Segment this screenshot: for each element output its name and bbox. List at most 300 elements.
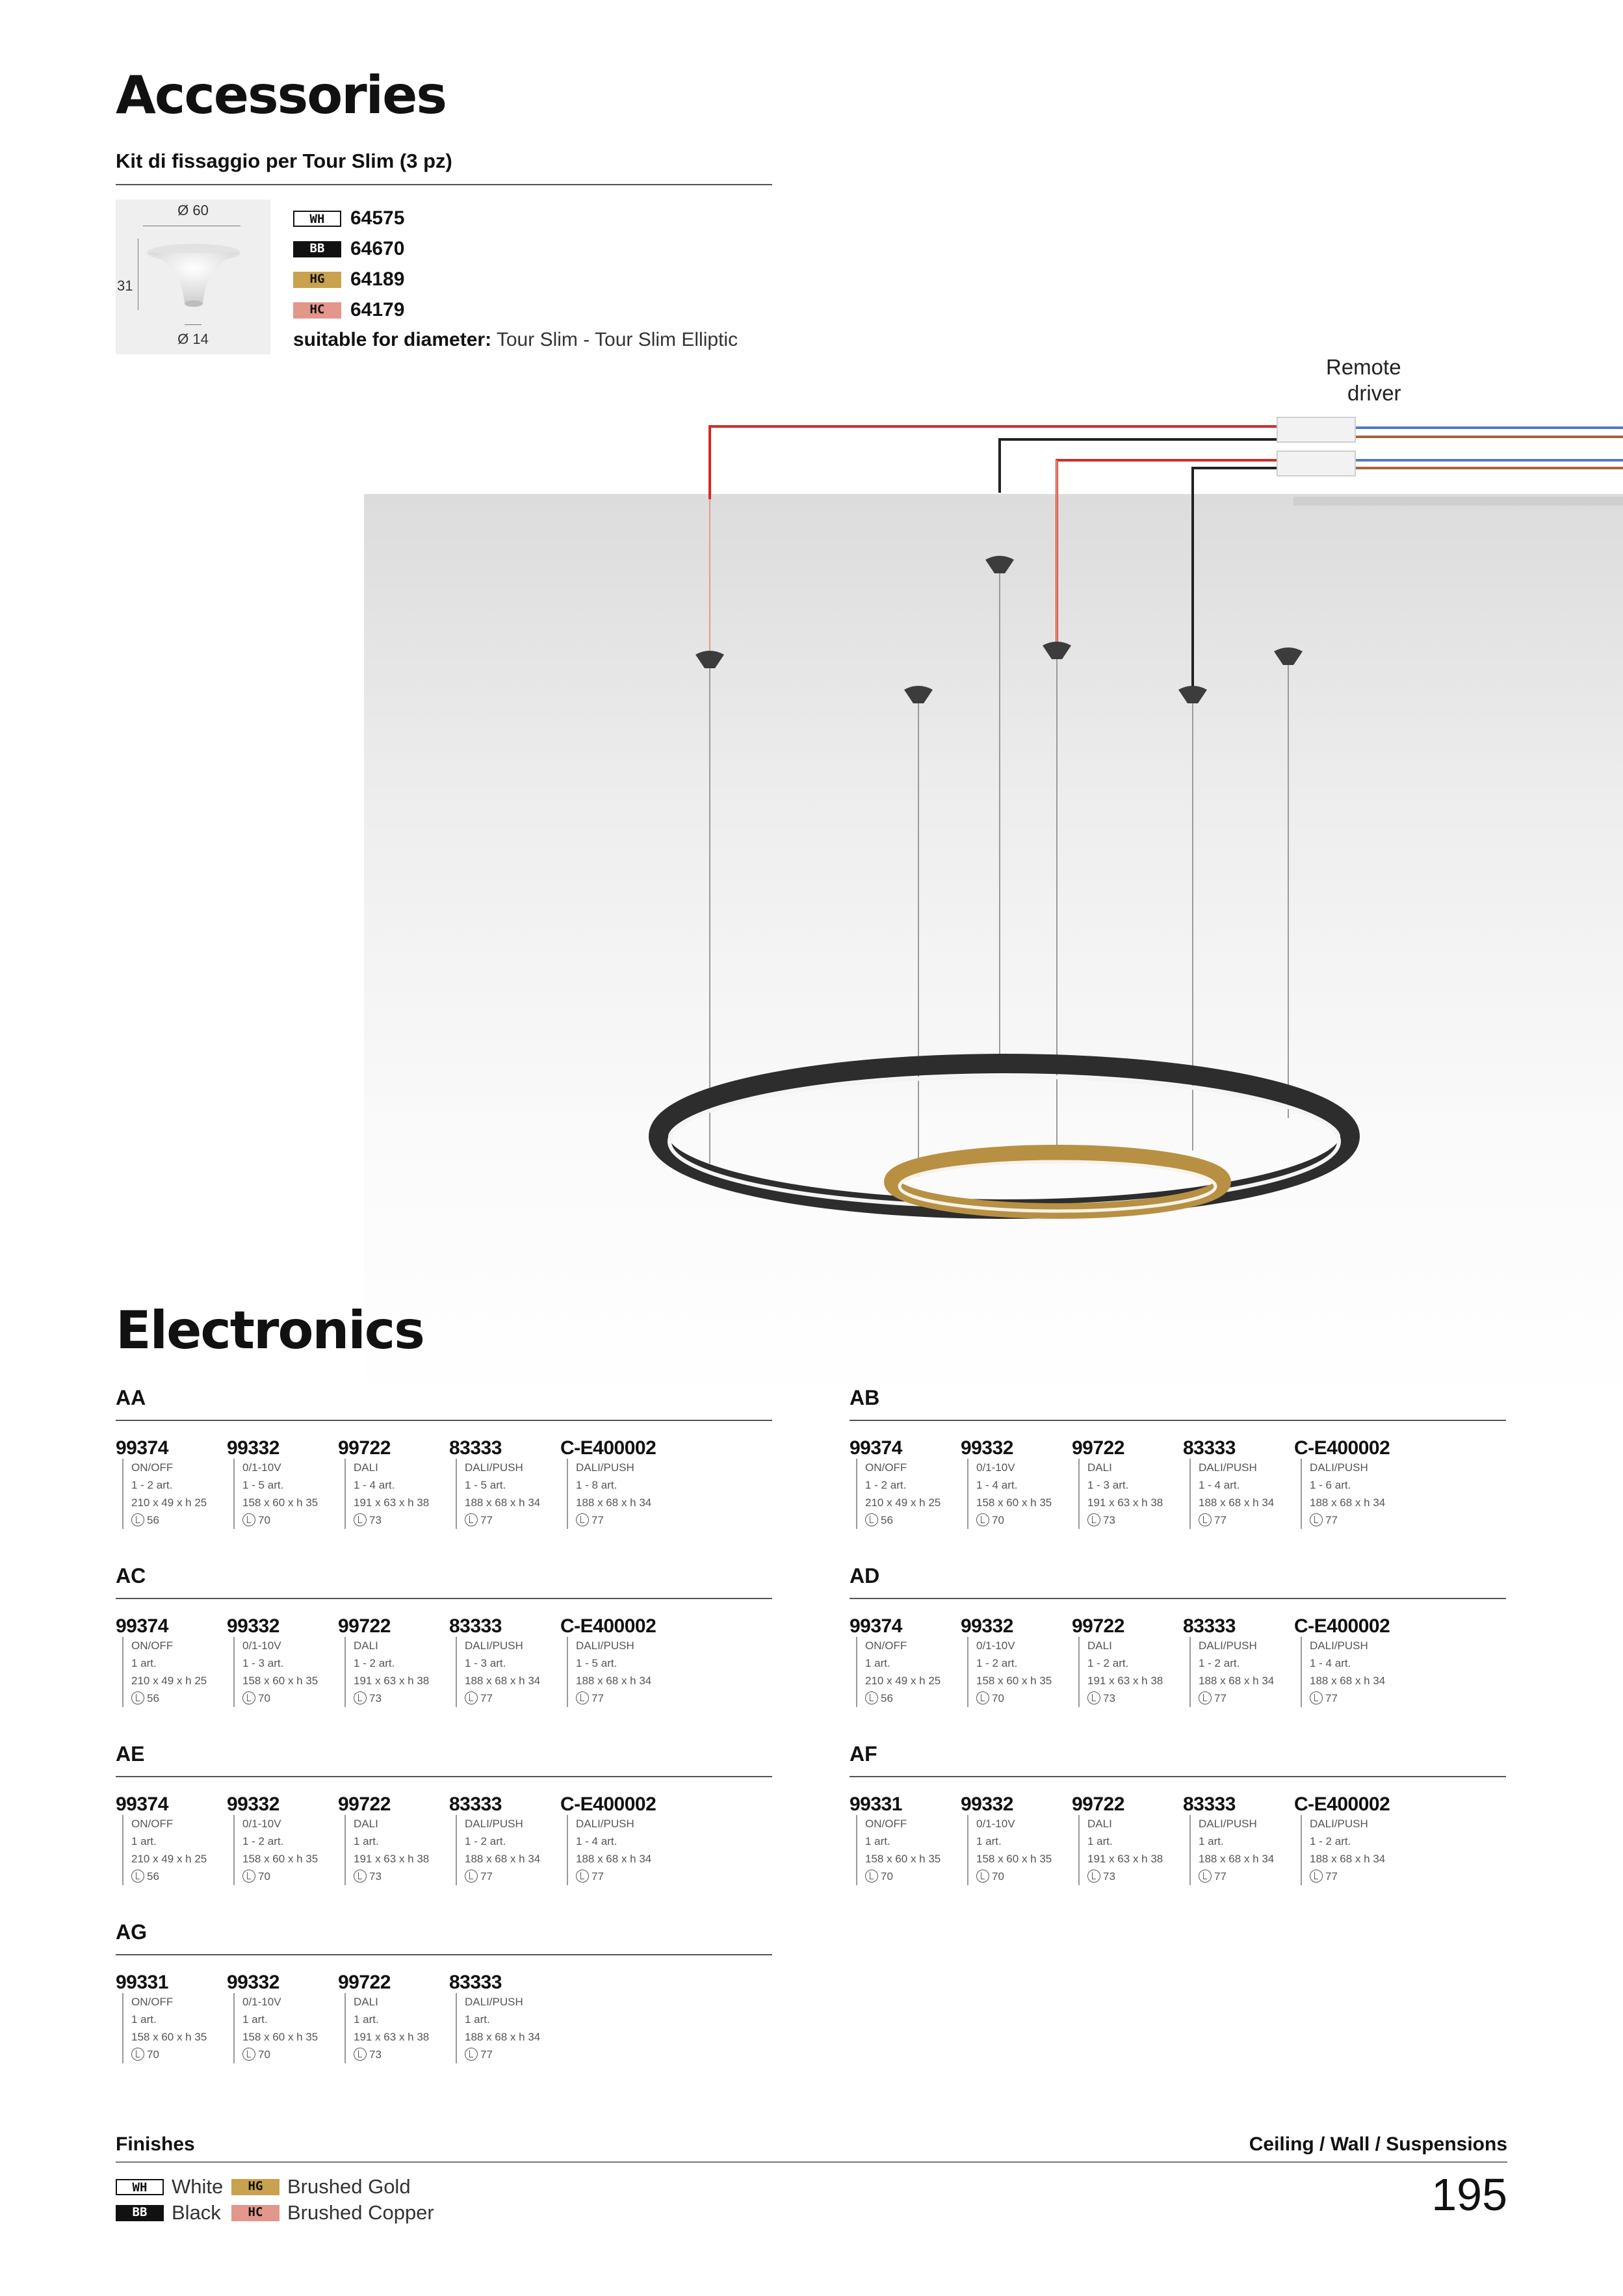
driver-code: 99722 (338, 1794, 391, 1815)
driver-size: 191 x 63 x h 38 (354, 1853, 430, 1865)
driver-code: 99722 (1072, 1615, 1124, 1637)
section-title-af: AF (850, 1742, 877, 1766)
code-row-wh (293, 207, 404, 229)
driver-watt: 73 (1103, 1870, 1115, 1883)
driver-watt: 77 (591, 1514, 604, 1526)
driver-code: 83333 (449, 1794, 502, 1815)
driver-code: 99331 (850, 1794, 902, 1815)
code-64179: 64179 (350, 299, 405, 320)
driver-watt: 56 (881, 1692, 893, 1704)
driver-watt: 77 (1325, 1870, 1338, 1883)
driver-details (1078, 1459, 1182, 1529)
section-rule-ad (850, 1598, 1506, 1599)
driver-watt: 77 (1325, 1692, 1338, 1704)
driver-type: ON/OFF (865, 1461, 907, 1474)
canopy-3 (985, 556, 1014, 573)
section-title-ag: AG (116, 1920, 147, 1944)
finish-black (116, 2201, 221, 2224)
driver-size: 158 x 60 x h 35 (242, 1496, 318, 1509)
driver-type: DALI/PUSH (465, 1996, 523, 2008)
canopy-6 (1274, 647, 1303, 665)
driver-size: 188 x 68 x h 34 (1199, 1853, 1275, 1865)
driver-code: 99332 (227, 1972, 279, 1993)
driver-code: 99332 (227, 1437, 279, 1459)
power-icon (465, 1870, 478, 1883)
driver-type: DALI/PUSH (1310, 1639, 1368, 1652)
driver-type: ON/OFF (865, 1639, 907, 1652)
power-icon (131, 1513, 144, 1526)
driver-art: 1 - 5 art. (576, 1657, 617, 1669)
finish-badge-bb: BB (293, 241, 341, 257)
power-icon (976, 1691, 989, 1704)
driver-type: DALI (354, 1639, 378, 1652)
driver-watt: 56 (147, 1870, 159, 1883)
driver-code: C-E400002 (1294, 1615, 1390, 1637)
driver-watt-row (865, 1511, 960, 1529)
driver-code: 99722 (338, 1615, 391, 1637)
power-icon (1310, 1870, 1323, 1883)
driver-art: 1 - 4 art. (576, 1835, 617, 1847)
driver-size: 158 x 60 x h 35 (976, 1496, 1052, 1509)
finish-badge-hc: HC (293, 302, 341, 319)
driver-item (449, 1972, 560, 2063)
driver-watt: 77 (1214, 1692, 1227, 1704)
power-icon (1087, 1691, 1100, 1704)
driver-code: 83333 (1183, 1437, 1236, 1459)
driver-details (344, 1637, 448, 1707)
driver-watt-row (1310, 1511, 1405, 1529)
driver-type: DALI/PUSH (465, 1461, 523, 1474)
dim-side: 31 (117, 278, 133, 294)
power-icon (576, 1513, 589, 1526)
driver-art: 1 art. (131, 1835, 157, 1847)
power-icon (1199, 1870, 1212, 1883)
driver-watt-row (354, 1511, 448, 1529)
driver-art: 1 - 5 art. (465, 1479, 506, 1491)
suitable-label: suitable for diameter: (293, 329, 492, 350)
driver-size: 158 x 60 x h 35 (865, 1853, 941, 1865)
driver-item (449, 1438, 560, 1529)
code-row-bb (293, 238, 404, 260)
driver-item (1183, 1794, 1293, 1885)
driver-item (1072, 1616, 1182, 1707)
driver-code: 99374 (116, 1794, 168, 1815)
driver-code: C-E400002 (560, 1615, 656, 1637)
driver-item (227, 1972, 337, 2063)
driver-art: 1 - 2 art. (1087, 1657, 1129, 1669)
driver-watt-row (465, 1689, 560, 1707)
power-icon (465, 2048, 478, 2061)
driver-item (560, 1616, 671, 1707)
driver-item (338, 1616, 448, 1707)
driver-watt-row (465, 1511, 560, 1529)
driver-details (233, 1459, 337, 1529)
driver-watt: 77 (1214, 1870, 1227, 1883)
driver-size: 188 x 68 x h 34 (576, 1675, 652, 1687)
driver-item (1072, 1438, 1182, 1529)
power-icon (576, 1691, 589, 1704)
driver-details (122, 1993, 226, 2063)
kit-rule (116, 184, 772, 185)
driver-code: C-E400002 (1294, 1437, 1390, 1459)
driver-art: 1 - 2 art. (242, 1835, 284, 1847)
driver-details (856, 1459, 960, 1529)
driver-type: DALI/PUSH (465, 1818, 523, 1830)
driver-type: 0/1-10V (976, 1461, 1015, 1474)
driver-item (338, 1972, 448, 2063)
power-icon (354, 2048, 367, 2061)
power-icon (131, 1691, 144, 1704)
driver-details (967, 1637, 1071, 1707)
code-64189: 64189 (350, 268, 405, 290)
driver-watt-row (976, 1868, 1071, 1885)
driver-details (122, 1637, 226, 1707)
power-icon (1199, 1513, 1212, 1526)
driver-size: 188 x 68 x h 34 (1310, 1496, 1386, 1509)
remote-driver-line2: driver (1347, 381, 1401, 405)
driver-type: DALI/PUSH (1310, 1818, 1368, 1830)
driver-watt-row (1087, 1511, 1182, 1529)
driver-code: C-E400002 (560, 1794, 656, 1815)
driver-item (338, 1794, 448, 1885)
remote-driver-line1: Remote (1326, 355, 1401, 379)
driver-code: 99331 (116, 1972, 168, 1993)
power-icon (465, 1691, 478, 1704)
driver-details (1078, 1815, 1182, 1885)
driver-watt-row (1310, 1868, 1405, 1885)
driver-art: 1 - 3 art. (242, 1657, 284, 1669)
driver-box-2 (1277, 451, 1355, 476)
driver-type: DALI (1087, 1639, 1112, 1652)
driver-item (116, 1794, 226, 1885)
section-title-ae: AE (116, 1742, 145, 1766)
driver-art: 1 - 6 art. (1310, 1479, 1351, 1491)
driver-watt: 77 (480, 1692, 493, 1704)
code-64670: 64670 (350, 238, 405, 259)
driver-type: ON/OFF (865, 1818, 907, 1830)
driver-item (227, 1616, 337, 1707)
driver-item (1294, 1794, 1405, 1885)
power-icon (865, 1870, 878, 1883)
remote-driver-label (1326, 354, 1401, 406)
driver-watt-row (354, 2046, 448, 2063)
power-icon (1087, 1870, 1100, 1883)
power-icon (1087, 1513, 1100, 1526)
driver-art: 1 - 3 art. (465, 1657, 506, 1669)
driver-watt-row (242, 1868, 337, 1885)
driver-type: DALI/PUSH (1199, 1461, 1257, 1474)
legend-black: Black (172, 2201, 221, 2224)
driver-art: 1 - 2 art. (354, 1657, 395, 1669)
driver-art: 1 - 2 art. (131, 1479, 173, 1491)
power-icon (1310, 1513, 1323, 1526)
driver-item (850, 1794, 960, 1885)
driver-type: 0/1-10V (242, 1461, 281, 1474)
driver-watt: 70 (258, 1870, 270, 1883)
driver-watt: 77 (480, 1514, 493, 1526)
driver-size: 191 x 63 x h 38 (1087, 1675, 1163, 1687)
driver-size: 191 x 63 x h 38 (354, 1675, 430, 1687)
driver-code: C-E400002 (560, 1437, 656, 1459)
driver-item (961, 1794, 1071, 1885)
driver-type: DALI (1087, 1461, 1112, 1474)
driver-art: 1 art. (354, 2013, 379, 2026)
driver-details (856, 1637, 960, 1707)
driver-watt: 73 (369, 1870, 382, 1883)
power-icon (354, 1513, 367, 1526)
power-icon (242, 2048, 255, 2061)
driver-art: 1 - 4 art. (354, 1479, 395, 1491)
driver-watt-row (865, 1868, 960, 1885)
driver-details (344, 1993, 448, 2063)
driver-watt-row (242, 2046, 337, 2063)
driver-code: 99374 (850, 1437, 902, 1459)
section-title-aa: AA (116, 1386, 146, 1409)
driver-art: 1 art. (465, 2013, 490, 2026)
driver-art: 1 art. (865, 1657, 890, 1669)
driver-art: 1 - 4 art. (976, 1479, 1018, 1491)
driver-type: DALI/PUSH (1199, 1818, 1257, 1830)
section-rule-ag (116, 1954, 772, 1955)
driver-watt: 70 (992, 1692, 1004, 1704)
driver-type: 0/1-10V (976, 1639, 1015, 1652)
legend-badge-bb: BB (116, 2205, 164, 2221)
driver-details (967, 1815, 1071, 1885)
driver-code: 99374 (116, 1437, 168, 1459)
section-rule-af (850, 1776, 1506, 1777)
driver-art: 1 - 4 art. (1310, 1657, 1351, 1669)
driver-watt-row (354, 1689, 448, 1707)
driver-size: 191 x 63 x h 38 (354, 2031, 430, 2043)
kit-title: Kit di fissaggio per Tour Slim (3 pz) (116, 150, 452, 172)
driver-watt: 56 (881, 1514, 893, 1526)
legend-brushed-gold: Brushed Gold (287, 2175, 411, 2198)
driver-size: 191 x 63 x h 38 (354, 1496, 430, 1509)
driver-size: 210 x 49 x h 25 (131, 1675, 207, 1687)
driver-code: 83333 (449, 1437, 502, 1459)
power-icon (576, 1870, 589, 1883)
power-icon (354, 1691, 367, 1704)
driver-watt: 73 (1103, 1692, 1115, 1704)
driver-item (227, 1438, 337, 1529)
footer-rule (116, 2161, 1507, 2163)
driver-watt: 70 (992, 1870, 1004, 1883)
driver-code: 99374 (116, 1615, 168, 1637)
driver-code: 99332 (961, 1794, 1013, 1815)
driver-size: 188 x 68 x h 34 (576, 1496, 652, 1509)
driver-size: 188 x 68 x h 34 (1310, 1853, 1386, 1865)
driver-size: 210 x 49 x h 25 (865, 1496, 941, 1509)
power-icon (354, 1870, 367, 1883)
driver-details (456, 1637, 560, 1707)
page-number: 195 (1431, 2169, 1507, 2220)
driver-art: 1 art. (131, 1657, 157, 1669)
driver-details (233, 1815, 337, 1885)
driver-details (567, 1459, 671, 1529)
finishes-title: Finishes (116, 2133, 195, 2155)
driver-size: 191 x 63 x h 38 (1087, 1496, 1163, 1509)
driver-art: 1 - 4 art. (1199, 1479, 1240, 1491)
mounting-cone-icon (142, 239, 246, 317)
power-icon (1199, 1691, 1212, 1704)
driver-details (456, 1815, 560, 1885)
driver-watt: 70 (258, 1692, 270, 1704)
driver-details (1189, 1815, 1293, 1885)
driver-size: 158 x 60 x h 35 (976, 1675, 1052, 1687)
driver-code: C-E400002 (1294, 1794, 1390, 1815)
driver-code: 99722 (1072, 1794, 1124, 1815)
driver-type: DALI/PUSH (1199, 1639, 1257, 1652)
driver-code: 99374 (850, 1615, 902, 1637)
driver-type: DALI (354, 1461, 378, 1474)
canopy-1 (695, 651, 724, 668)
driver-box-1 (1277, 417, 1355, 442)
section-rule-ab (850, 1420, 1506, 1421)
driver-watt: 73 (369, 2048, 382, 2061)
dim-bottom: Ø 14 (177, 331, 209, 347)
driver-details (567, 1815, 671, 1885)
driver-type: DALI/PUSH (576, 1818, 634, 1830)
driver-item (116, 1972, 226, 2063)
suitable-value: Tour Slim - Tour Slim Elliptic (496, 329, 738, 350)
driver-watt-row (1199, 1511, 1293, 1529)
driver-watt-row (131, 2046, 226, 2063)
driver-size: 188 x 68 x h 34 (576, 1853, 652, 1865)
driver-size: 158 x 60 x h 35 (242, 1853, 318, 1865)
driver-code: 99332 (961, 1615, 1013, 1637)
power-icon (865, 1691, 878, 1704)
power-icon (865, 1513, 878, 1526)
power-icon (976, 1870, 989, 1883)
driver-type: DALI/PUSH (576, 1639, 634, 1652)
finish-badge-wh: WH (293, 211, 341, 227)
driver-item (560, 1794, 671, 1885)
driver-watt: 70 (881, 1870, 893, 1883)
accessories-title: Accessories (116, 65, 446, 125)
finish-white (116, 2175, 223, 2198)
driver-watt-row (354, 1868, 448, 1885)
section-rule-aa (116, 1420, 772, 1421)
driver-item (961, 1438, 1071, 1529)
driver-item (1072, 1794, 1182, 1885)
power-icon (131, 2048, 144, 2061)
legend-white: White (172, 2175, 224, 2198)
driver-size: 210 x 49 x h 25 (131, 1853, 207, 1865)
driver-type: 0/1-10V (242, 1818, 281, 1830)
driver-watt-row (242, 1511, 337, 1529)
code-64575: 64575 (350, 207, 405, 229)
driver-watt: 77 (1214, 1514, 1227, 1526)
driver-art: 1 - 3 art. (1087, 1479, 1129, 1491)
driver-watt-row (1199, 1689, 1293, 1707)
driver-watt-row (865, 1689, 960, 1707)
driver-code: 83333 (1183, 1794, 1236, 1815)
mounting-kit-drawing (116, 200, 270, 354)
driver-details (122, 1815, 226, 1885)
driver-art: 1 - 2 art. (1310, 1835, 1351, 1847)
driver-code: 99332 (961, 1437, 1013, 1459)
code-row-hc (293, 299, 404, 321)
driver-item (850, 1438, 960, 1529)
driver-watt-row (976, 1689, 1071, 1707)
driver-size: 158 x 60 x h 35 (976, 1853, 1052, 1865)
driver-details (456, 1459, 560, 1529)
driver-type: DALI/PUSH (1310, 1461, 1368, 1474)
canopy-5 (1178, 686, 1207, 703)
driver-details (344, 1459, 448, 1529)
driver-watt-row (976, 1511, 1071, 1529)
legend-badge-hg: HG (231, 2179, 279, 2195)
driver-details (344, 1815, 448, 1885)
driver-details (1189, 1459, 1293, 1529)
driver-watt-row (242, 1689, 337, 1707)
driver-art: 1 art. (354, 1835, 379, 1847)
driver-code: 99332 (227, 1794, 279, 1815)
power-icon (242, 1870, 255, 1883)
driver-item (338, 1438, 448, 1529)
power-icon (242, 1513, 255, 1526)
driver-watt-row (576, 1689, 671, 1707)
legend-badge-hc: HC (231, 2205, 279, 2221)
section-rule-ae (116, 1776, 772, 1777)
driver-details (233, 1993, 337, 2063)
dim-line-bottom (185, 324, 201, 325)
driver-art: 1 art. (242, 2013, 268, 2026)
power-icon (242, 1691, 255, 1704)
finish-badge-hg: HG (293, 272, 341, 288)
driver-art: 1 - 2 art. (465, 1835, 506, 1847)
driver-watt: 70 (147, 2048, 159, 2061)
driver-art: 1 - 2 art. (1199, 1657, 1240, 1669)
driver-watt: 70 (992, 1514, 1004, 1526)
driver-type: DALI/PUSH (465, 1639, 523, 1652)
driver-watt: 73 (369, 1514, 382, 1526)
driver-code: 99722 (1072, 1437, 1124, 1459)
driver-art: 1 art. (131, 2013, 157, 2026)
driver-art: 1 - 8 art. (576, 1479, 617, 1491)
driver-item (961, 1616, 1071, 1707)
driver-item (449, 1616, 560, 1707)
driver-type: ON/OFF (131, 1996, 174, 2008)
driver-details (122, 1459, 226, 1529)
driver-details (856, 1815, 960, 1885)
driver-type: ON/OFF (131, 1461, 174, 1474)
driver-type: DALI (1087, 1818, 1112, 1830)
driver-art: 1 - 5 art. (242, 1479, 284, 1491)
code-row-hg (293, 268, 404, 291)
driver-details (456, 1993, 560, 2063)
driver-art: 1 - 2 art. (865, 1479, 907, 1491)
driver-code: 99332 (227, 1615, 279, 1637)
driver-code: 99722 (338, 1437, 391, 1459)
driver-item (227, 1794, 337, 1885)
driver-size: 188 x 68 x h 34 (465, 1675, 541, 1687)
driver-item (560, 1438, 671, 1529)
driver-type: DALI (354, 1996, 378, 2008)
power-icon (1310, 1691, 1323, 1704)
driver-size: 188 x 68 x h 34 (465, 2031, 541, 2043)
driver-size: 188 x 68 x h 34 (465, 1853, 541, 1865)
electronics-title: Electronics (116, 1300, 424, 1361)
driver-watt-row (1087, 1868, 1182, 1885)
driver-watt: 70 (258, 2048, 270, 2061)
driver-details (1301, 1459, 1405, 1529)
driver-type: 0/1-10V (976, 1818, 1015, 1830)
driver-code: 99722 (338, 1972, 391, 1993)
driver-item (116, 1616, 226, 1707)
power-icon (131, 1870, 144, 1883)
driver-watt-row (1087, 1689, 1182, 1707)
